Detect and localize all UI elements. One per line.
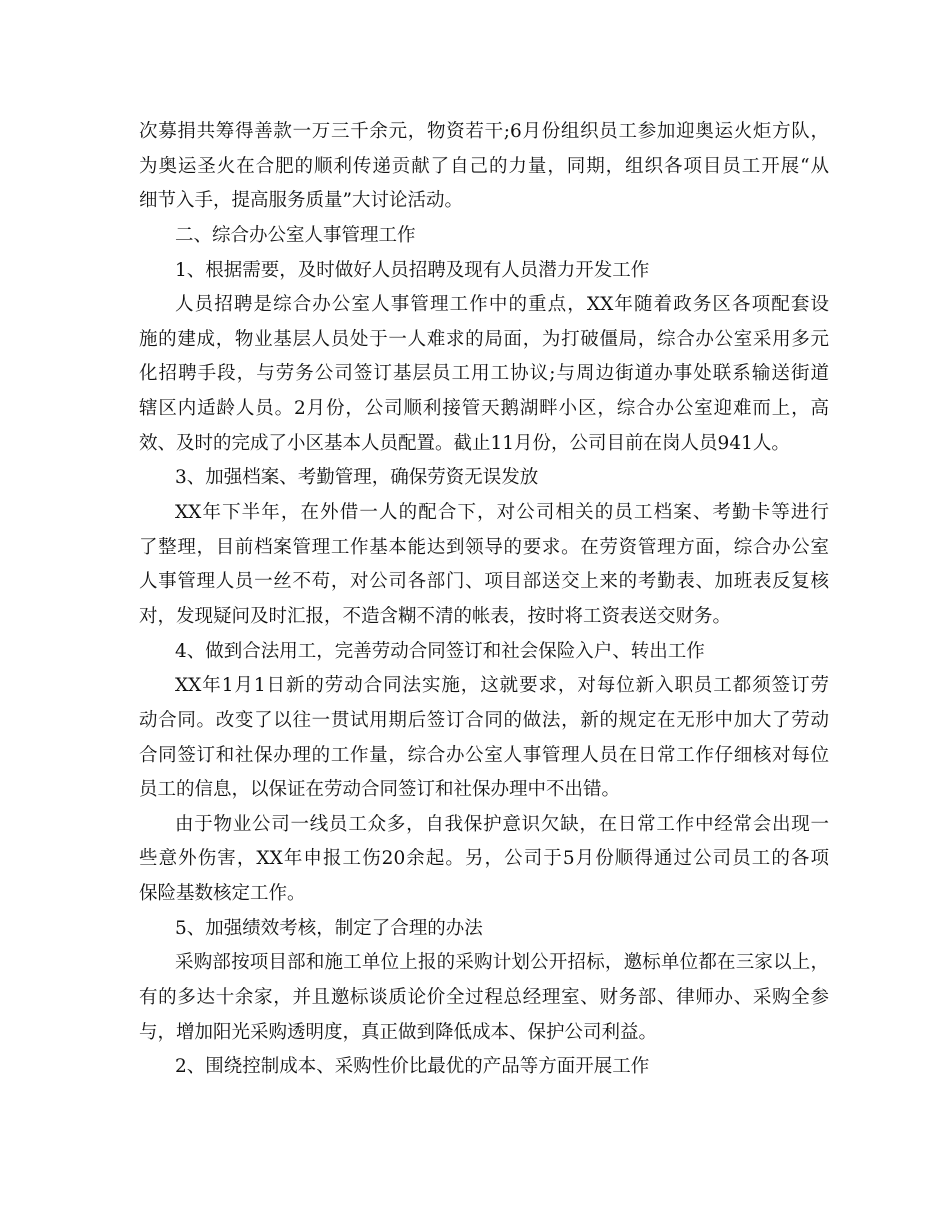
text-line: 1、根据需要，及时做好人员招聘及现有人员潜力开发工作 — [175, 259, 650, 281]
text-line: 有的多达十余家，并且邀标谈质论价全过程总经理室、财务部、律师办、采购全参 — [139, 987, 829, 1009]
document-body — [139, 115, 829, 1085]
text-line: 效、及时的完成了小区基本人员配置。截止11月份，公司目前在岗人员941人。 — [139, 432, 790, 454]
text-line: 二、综合办公室人事管理工作 — [175, 224, 416, 246]
text-line: 为奥运圣火在合肥的顺利传递贡献了自己的力量，同期，组织各项目员工开展“从 — [139, 155, 829, 177]
text-line: 5、加强绩效考核，制定了合理的办法 — [175, 917, 483, 939]
text-line: 化招聘手段，与劳务公司签订基层员工用工协议;与周边街道办事处联系输送街道 — [139, 363, 829, 385]
text-line: 保险基数核定工作。 — [139, 883, 306, 905]
text-line: 对，发现疑问及时汇报，不造含糊不清的帐表，按时将工资表送交财务。 — [139, 605, 732, 627]
text-line: 些意外伤害，XX年申报工伤20余起。另，公司于5月份顺得通过公司员工的各项 — [139, 848, 829, 870]
text-line: 辖区内适龄人员。2月份，公司顺利接管天鹅湖畔小区，综合办公室迎难而上，高 — [139, 398, 829, 420]
text-line: 4、做到合法用工，完善劳动合同签订和社会保险入户、转出工作 — [175, 640, 705, 662]
text-line: 2、围绕控制成本、采购性价比最优的产品等方面开展工作 — [175, 1056, 650, 1078]
text-line: 与，增加阳光采购透明度，真正做到降低成本、保护公司利益。 — [139, 1021, 658, 1043]
text-line: 人员招聘是综合办公室人事管理工作中的重点，XX年随着政务区各项配套设 — [175, 294, 829, 316]
text-line: 3、加强档案、考勤管理，确保劳资无误发放 — [175, 467, 539, 489]
text-line: 了整理，目前档案管理工作基本能达到领导的要求。在劳资管理方面，综合办公室 — [139, 536, 829, 558]
text-line: 合同签订和社保办理的工作量，综合办公室人事管理人员在日常工作仔细核对每位 — [139, 744, 829, 766]
text-line: 施的建成，物业基层人员处于一人难求的局面，为打破僵局，综合办公室采用多元 — [139, 328, 829, 350]
text-line: XX年下半年，在外借一人的配合下，对公司相关的员工档案、考勤卡等进行 — [175, 502, 829, 524]
text-line: 由于物业公司一线员工众多，自我保护意识欠缺，在日常工作中经常会出现一 — [175, 813, 829, 835]
text-line: 采购部按项目部和施工单位上报的采购计划公开招标，邀标单位都在三家以上， — [175, 952, 829, 974]
text-line: 员工的信息，以保证在劳动合同签订和社保办理中不出错。 — [139, 779, 621, 801]
text-line: 次募捐共筹得善款一万三千余元，物资若干;6月份组织员工参加迎奥运火炬方队， — [139, 121, 829, 142]
text-line: 人事管理人员一丝不苟，对公司各部门、项目部送交上来的考勤表、加班表反复核 — [139, 571, 829, 593]
text-line: XX年1月1日新的劳动合同法实施，这就要求，对每位新入职员工都须签订劳 — [175, 675, 829, 697]
text-line: 细节入手，提高服务质量”大讨论活动。 — [139, 190, 463, 212]
text-line: 动合同。改变了以往一贯试用期后签订合同的做法，新的规定在无形中加大了劳动 — [139, 709, 829, 731]
